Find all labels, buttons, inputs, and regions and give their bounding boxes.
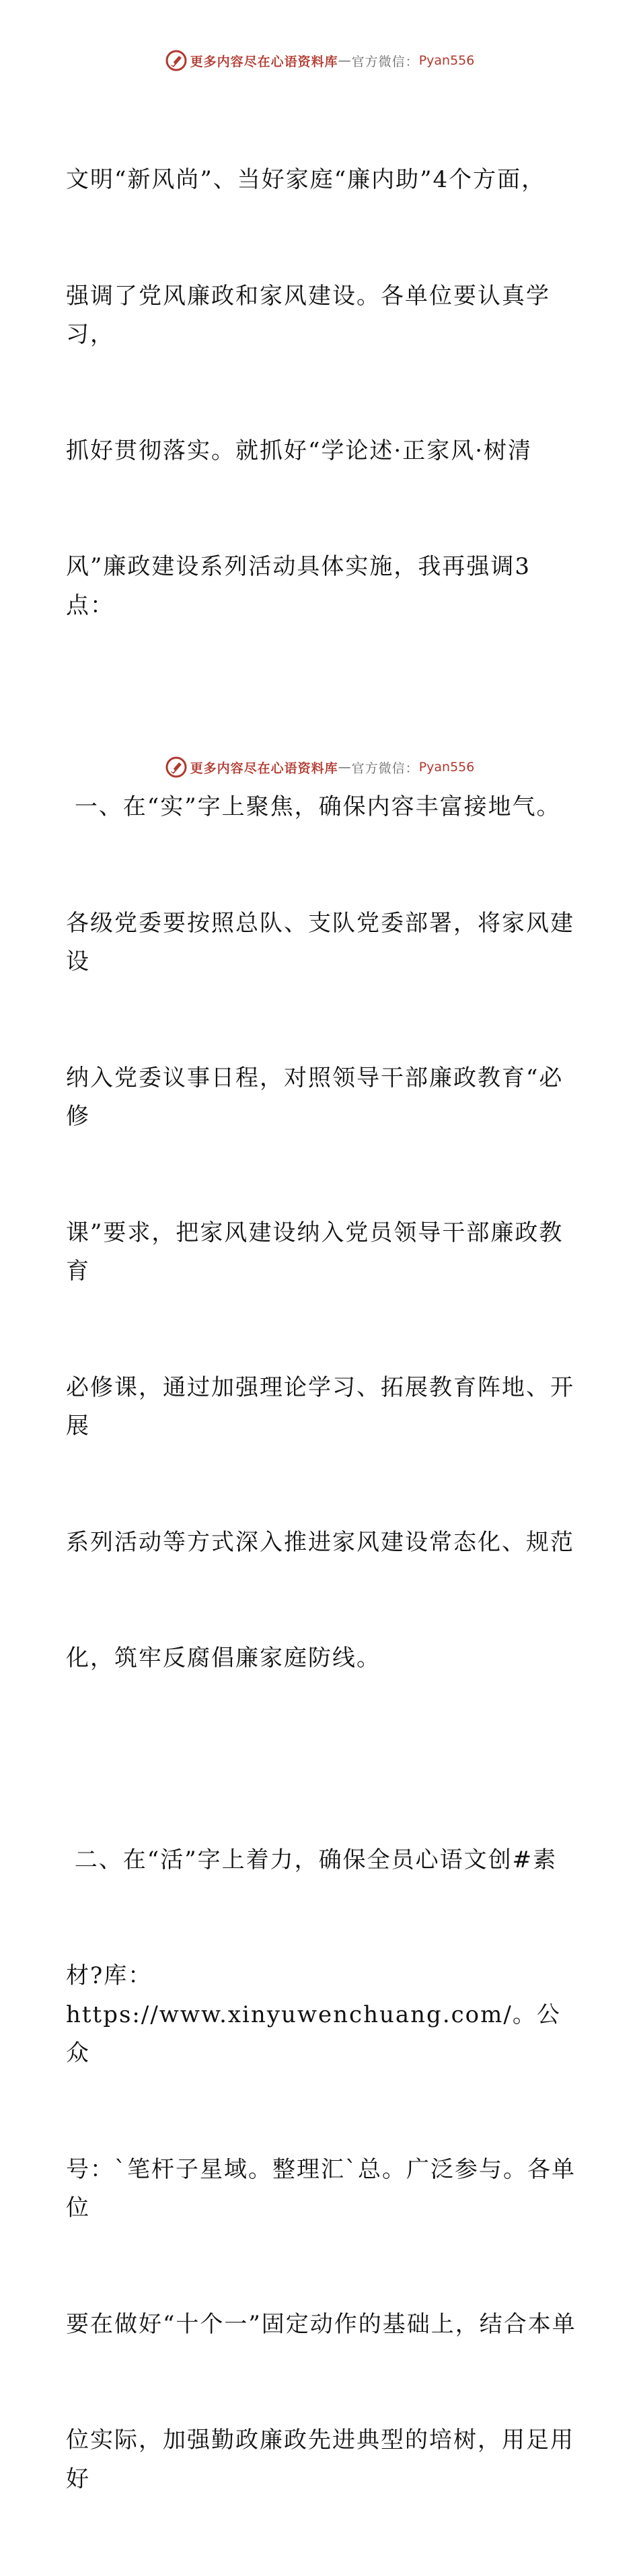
paragraph-intro — [66, 83, 577, 703]
footer-official-label: 官方微信： — [352, 758, 419, 777]
footer-wechat-id: Pyan556 — [419, 760, 475, 775]
header-official-label: 官方微信： — [352, 52, 419, 70]
text-line: 二、在“活”字上着力，确保全员心语文创#素 — [66, 1841, 577, 1880]
text-line: 系列活动等方式深入推进家风建设常态化、规范 — [66, 1524, 577, 1563]
text-line: 化，筑牢反腐倡廉家庭防线。 — [66, 1639, 577, 1678]
document-body — [66, 83, 577, 2576]
header-watermark — [0, 47, 639, 74]
text-line: 纳入党委议事日程，对照领导干部廉政教育“必修 — [66, 1059, 577, 1137]
pen-logo-icon — [165, 756, 188, 779]
text-line: 抓好贯彻落实。就抓好“学论述·正家风·树清 — [66, 432, 577, 471]
text-line: 材?库：https://www.xinyuwenchuang.com/。公众 — [66, 1957, 577, 2073]
text-line: 号：`笔杆子星域。整理汇`总。广泛参与。各单位 — [66, 2151, 577, 2228]
footer-separator: — — [338, 760, 352, 775]
text-line: 课”要求，把家风建设纳入党员领导干部廉政教育 — [66, 1214, 577, 1291]
header-separator: — — [338, 53, 352, 68]
paragraph-point-two — [66, 1764, 577, 2576]
text-line: 要在做好“十个一”固定动作的基础上，结合本单 — [66, 2305, 577, 2345]
paragraph-point-one — [66, 711, 577, 1756]
footer-brand: 更多内容尽在心语资料库 — [190, 758, 338, 777]
pen-logo-icon — [165, 49, 188, 72]
text-line: 强调了党风廉政和家风建设。各单位要认真学习， — [66, 277, 577, 355]
text-line: 一、在“实”字上聚焦，确保内容丰富接地气。 — [66, 788, 577, 827]
footer-watermark — [0, 754, 639, 781]
text-line: 文明“新风尚”、当好家庭“廉内助”4个方面， — [66, 161, 577, 200]
text-line: 位实际，加强勤政廉政先进典型的培树，用足用好 — [66, 2421, 577, 2499]
text-line: 各级党委要按照总队、支队党委部署，将家风建设 — [66, 904, 577, 982]
header-brand: 更多内容尽在心语资料库 — [190, 52, 338, 70]
text-line: 必修课，通过加强理论学习、拓展教育阵地、开展 — [66, 1369, 577, 1446]
header-wechat-id: Pyan556 — [419, 53, 475, 68]
text-line: 风”廉政建设系列活动具体实施，我再强调3点： — [66, 548, 577, 625]
